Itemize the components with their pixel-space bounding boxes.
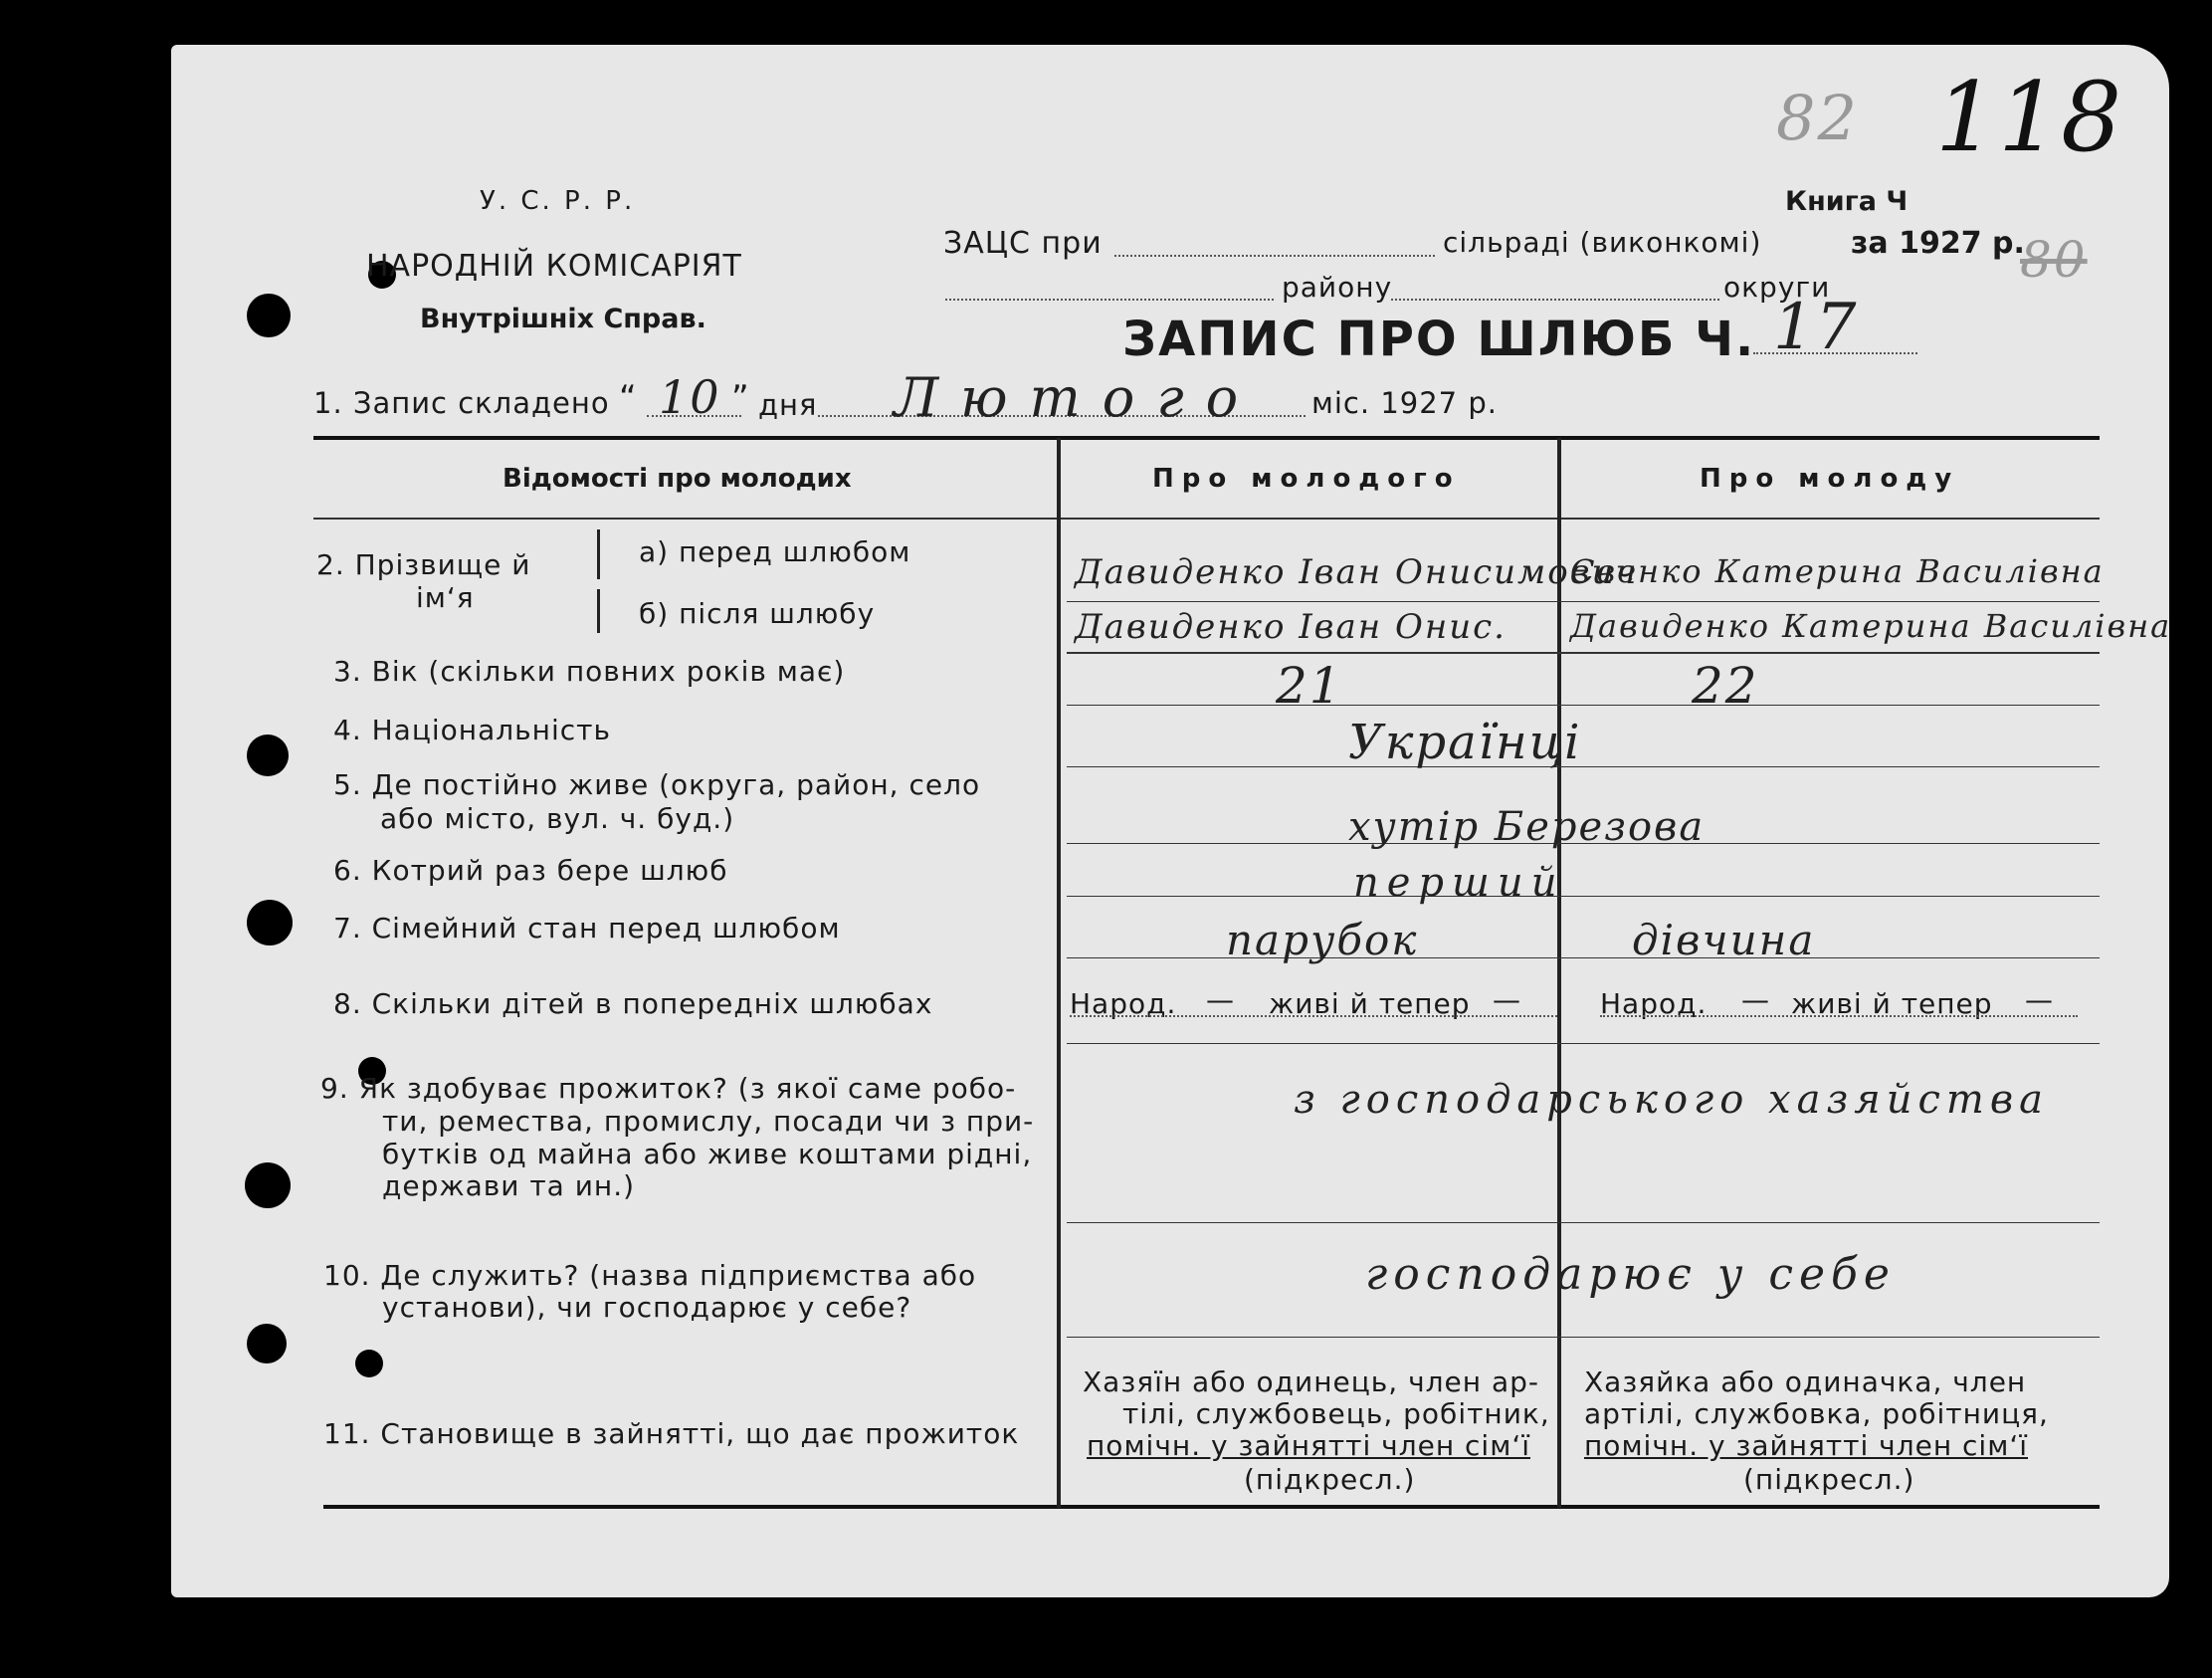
okrug-label: округи — [1723, 271, 1831, 304]
day-label: дня — [758, 388, 818, 422]
row-2a-label: а) перед шлюбом — [639, 535, 911, 568]
groom-name-before: Давиденко Іван Онисимович — [1075, 552, 1639, 592]
bride-underline-note: (підкресл.) — [1743, 1463, 1915, 1496]
livelihood-value: з господарського хазяйства — [1294, 1077, 2049, 1123]
row-4-label: 4. Національність — [333, 714, 611, 746]
column-divider-2 — [1557, 438, 1561, 1508]
groom-age: 21 — [1276, 657, 1343, 715]
row-5-label-cont: або місто, вул. ч. буд.) — [380, 802, 735, 835]
row-2-brace — [597, 529, 600, 579]
day-blank[interactable] — [647, 415, 741, 417]
bride-children-alive-label: живі й тепер — [1791, 987, 1993, 1020]
punch-hole — [355, 1350, 383, 1377]
row-8-label: 8. Скільки дітей в попередніх шлюбах — [333, 987, 933, 1020]
row-9-label: 9. Як здобуває прожиток? (з якої саме робо- — [320, 1072, 1017, 1105]
row-6-label: 6. Котрий раз бере шлюб — [333, 854, 728, 887]
groom-occupation-option-line3: помічн. у зайнятті член сім‘ї — [1087, 1429, 1531, 1462]
internal-affairs-label: Внутрішніх Справ. — [420, 304, 706, 334]
punch-hole — [247, 900, 293, 945]
row-line — [1067, 601, 2100, 602]
record-month: Лютого — [894, 366, 1261, 429]
bride-occupation-option-line2: артілі, службовка, робітниця, — [1584, 1397, 2049, 1430]
district-blank[interactable] — [945, 299, 1274, 301]
row-9-label-cont: держави та ин.) — [382, 1169, 636, 1202]
groom-children-alive-label: живі й тепер — [1269, 987, 1471, 1020]
residence-value: хутір Березова — [1348, 804, 1706, 850]
row-5-label: 5. Де постійно живе (округа, район, село — [333, 768, 981, 801]
row-line — [1067, 766, 2100, 767]
row-3-label: 3. Вік (скільки повних років має) — [333, 655, 846, 688]
punch-hole — [245, 1162, 291, 1208]
row-2-brace — [597, 589, 600, 633]
bride-age: 22 — [1692, 657, 1759, 715]
record-date-label: 1. Запис складено — [313, 386, 610, 420]
punch-hole — [247, 294, 291, 337]
record-date-suffix: міс. 1927 р. — [1311, 386, 1498, 420]
groom-name-after: Давиденко Іван Онис. — [1075, 607, 1507, 647]
bride-status-value: дівчина — [1632, 916, 1816, 964]
archive-number-new: 118 — [1935, 62, 2124, 173]
commissariat-label: НАРОДНІЙ КОМІСАРІЯТ — [366, 249, 742, 284]
row-7-label: 7. Сімейний стан перед шлюбом — [333, 912, 841, 944]
punch-hole — [247, 734, 289, 776]
table-top-rule — [313, 436, 2100, 440]
groom-children-blank[interactable] — [1070, 1015, 1557, 1017]
quote-open: “ — [619, 378, 638, 418]
row-line — [1067, 652, 2100, 654]
workplace-value: господарює у себе — [1365, 1249, 1896, 1300]
row-line — [1067, 896, 2100, 897]
table-header-rule — [313, 518, 2100, 520]
zags-label: ЗАЦС при — [943, 226, 1103, 261]
row-2-label: 2. Прізвище й — [316, 548, 531, 581]
groom-children-alive-value: — — [1493, 983, 1521, 1016]
column-divider-1 — [1057, 438, 1061, 1508]
form-title: ЗАПИС ПРО ШЛЮБ Ч. — [1122, 312, 1756, 367]
groom-status-value: парубок — [1226, 916, 1419, 964]
bride-occupation-option-line1: Хазяйка або одиначка, член — [1584, 1365, 2027, 1398]
zags-blank[interactable] — [1114, 255, 1435, 257]
row-9-label-cont: ти, ремества, промислу, посади чи з при- — [382, 1105, 1035, 1138]
row-9-label-cont: бутків од майна або живе коштами рідні, — [382, 1138, 1033, 1170]
quote-close: ” — [731, 378, 750, 418]
table-bottom-rule — [323, 1505, 2100, 1509]
archive-number-crossed: 80 — [2020, 231, 2088, 289]
column-header-bride: Про молоду — [1700, 464, 1960, 494]
punch-hole — [247, 1324, 287, 1363]
groom-children-born-label: Народ. — [1070, 987, 1177, 1020]
village-council-label: сільраді (виконкомі) — [1443, 226, 1762, 259]
row-11-label: 11. Становище в зайнятті, що дає прожиток — [323, 1417, 1020, 1450]
record-number-blank[interactable] — [1753, 352, 1917, 354]
groom-children-born-value: — — [1206, 983, 1235, 1016]
marriage-count-value: перший — [1353, 860, 1565, 906]
groom-underline-note: (підкресл.) — [1244, 1463, 1416, 1496]
record-number: 17 — [1773, 291, 1859, 364]
bride-name-after: Давиденко Катерина Василівна — [1570, 607, 2172, 645]
row-line — [1067, 1337, 2100, 1338]
nationality-value: Українці — [1348, 715, 1582, 770]
year-label: за 1927 р. — [1851, 226, 2025, 261]
book-label: Книга Ч — [1785, 186, 1909, 217]
row-2b-label: б) після шлюбу — [639, 597, 876, 630]
okrug-blank[interactable] — [1391, 299, 1719, 301]
row-line — [1067, 1043, 2100, 1044]
row-line — [1067, 705, 2100, 706]
bride-children-blank[interactable] — [1600, 1015, 2078, 1017]
row-2-label-cont: ім‘я — [416, 581, 475, 614]
bride-name-before: Євенко Катерина Василівна — [1570, 552, 2105, 590]
row-10-label: 10. Де служить? (назва підприємства або — [323, 1259, 977, 1292]
row-10-label-cont: установи), чи господарює у себе? — [382, 1291, 912, 1324]
column-header-groom: Про молодого — [1152, 464, 1461, 494]
record-day: 10 — [659, 370, 721, 424]
district-label: району — [1282, 271, 1393, 304]
bride-occupation-option-line3: помічн. у зайнятті член сім‘ї — [1584, 1429, 2029, 1462]
bride-children-born-value: — — [1741, 983, 1770, 1016]
groom-occupation-option-line2: тілі, службовець, робітник, — [1122, 1397, 1550, 1430]
groom-occupation-option-line1: Хазяїн або одинець, член ар- — [1083, 1365, 1540, 1398]
bride-children-born-label: Народ. — [1600, 987, 1708, 1020]
archive-number-old: 82 — [1776, 82, 1859, 154]
column-header-info: Відомості про молодих — [503, 464, 852, 494]
row-line — [1067, 957, 2100, 958]
bride-children-alive-value: — — [2025, 983, 2054, 1016]
ussr-label: У. С. Р. Р. — [480, 186, 636, 216]
row-line — [1067, 1222, 2100, 1223]
